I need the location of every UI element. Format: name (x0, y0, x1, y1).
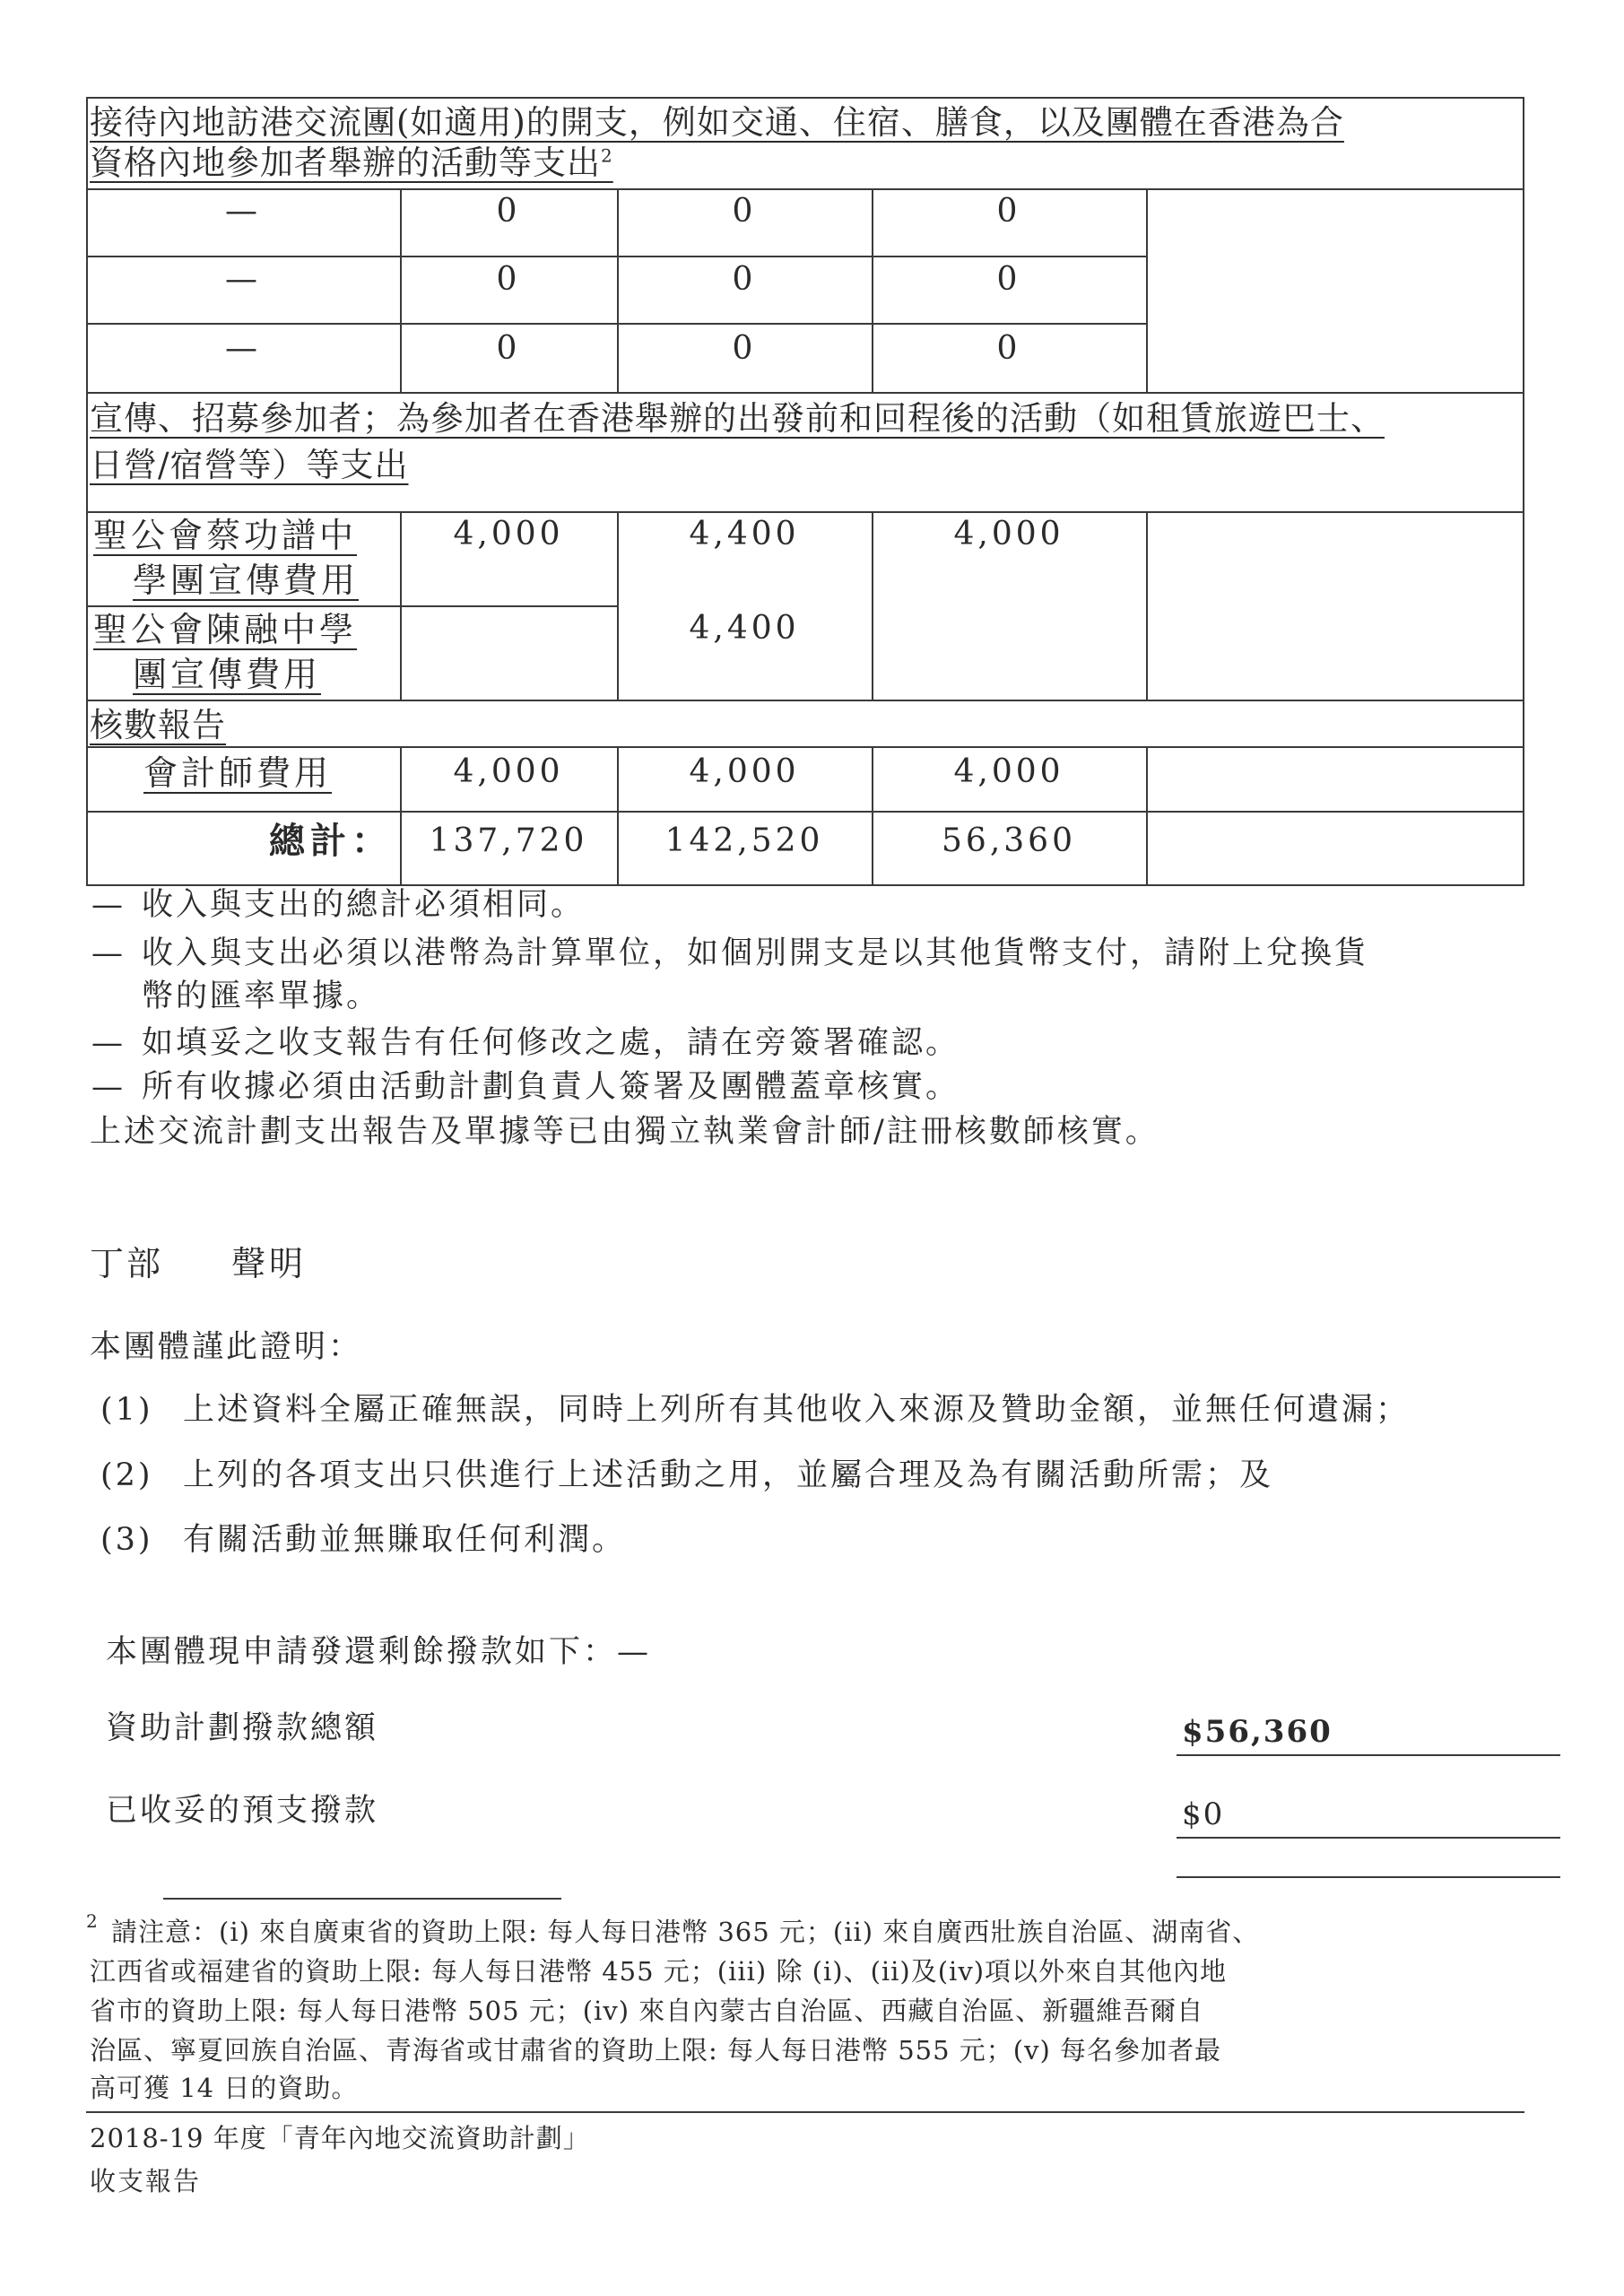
note-text: 如填妥之收支報告有任何修改之處，請在旁簽署確認。 (142, 1025, 960, 1061)
total-value: 56,360 (942, 822, 1076, 859)
total-value: 142,520 (664, 822, 824, 859)
item-label: 聖公會蔡功譜中 (93, 516, 358, 555)
item-label: 會計師費用 (143, 753, 333, 793)
value-cell: 0 (996, 193, 1021, 230)
grant-value: $56,360 (1182, 1714, 1333, 1750)
balance-underline (1177, 1876, 1560, 1878)
note-dash: — (91, 1025, 126, 1061)
value-cell: 0 (732, 330, 757, 367)
footnote-line: 請注意：(i) 來自廣東省的資助上限: 每人每日港幣 365 元；(ii) 來自廣西壯族自治區、湖南省、 (111, 1917, 1260, 1947)
advance-underline (1177, 1837, 1560, 1839)
note-dash: — (91, 1069, 126, 1105)
footer-subtitle: 收支報告 (90, 2166, 202, 2196)
value-cell: 0 (496, 261, 521, 298)
note-dash: — (91, 887, 126, 923)
item-cell: — (225, 330, 261, 367)
footnote-line: 省市的資助上限: 每人每日港幣 505 元；(iv) 來自內蒙古自治區、西藏自治區、新疆維吾爾自 (90, 1996, 1204, 2026)
footer-title: 2018-19 年度「青年內地交流資助計劃」 (90, 2123, 590, 2153)
value-cell: 0 (996, 261, 1021, 298)
section-heading-reception-cont: 資格內地參加者舉辦的活動等支出$^2$ (90, 144, 613, 182)
note-text: 所有收據必須由活動計劃負責人簽署及團體蓋章核實。 (142, 1069, 960, 1105)
declaration-number: (1) (100, 1392, 153, 1428)
note-dash: — (91, 935, 126, 971)
part-label: 丁部 (90, 1244, 164, 1283)
item-label: 學團宣傳費用 (133, 561, 360, 600)
value-cell: 4,000 (689, 753, 800, 790)
note-text: 收入與支出必須以港幣為計算單位，如個別開支是以其他貨幣支付，請附上兌換貨 (142, 935, 1369, 971)
declaration-number: (2) (100, 1457, 153, 1493)
value-cell: 4,000 (953, 516, 1064, 552)
refund-intro: 本團體現申請發還剩餘撥款如下：— (106, 1634, 652, 1670)
item-cell: — (225, 261, 261, 298)
item-label: 聖公會陳融中學 (93, 610, 358, 649)
item-label: 團宣傳費用 (133, 655, 322, 694)
declaration-text: 上列的各項支出只供進行上述活動之用，並屬合理及為有關活動所需；及 (183, 1457, 1274, 1493)
section-heading-promotion-cont: 日營/宿營等）等支出 (90, 446, 409, 484)
grant-label: 資助計劃撥款總額 (106, 1710, 379, 1746)
advance-value: $0 (1182, 1796, 1225, 1832)
section-heading-audit: 核數報告 (90, 706, 226, 744)
value-cell: 0 (996, 330, 1021, 367)
footnote-line: 江西省或福建省的資助上限: 每人每日港幣 455 元；(iii) 除 (i)、(ii)及(iv)項以外來自其他內地 (90, 1956, 1228, 1987)
advance-label: 已收妥的預支撥款 (106, 1793, 379, 1829)
value-cell: 4,000 (453, 516, 564, 552)
value-cell: 0 (496, 193, 521, 230)
audit-statement: 上述交流計劃支出報告及單據等已由獨立執業會計師/註冊核數師核實。 (90, 1114, 1159, 1150)
total-value: 137,720 (429, 822, 588, 859)
section-heading-promotion: 宣傳、招募參加者；為參加者在香港舉辦的出發前和回程後的活動（如租賃旅遊巴士、 (90, 399, 1385, 438)
item-cell: — (225, 193, 261, 230)
value-cell: 4,400 (689, 516, 800, 552)
footer-rule (86, 2111, 1524, 2113)
note-text: 收入與支出的總計必須相同。 (142, 887, 586, 923)
section-heading-reception: 接待內地訪港交流團(如適用)的開支，例如交通、住宿、膳食，以及團體在香港為合 (90, 103, 1344, 142)
declaration-number: (3) (100, 1522, 153, 1558)
footnote-ref: 2 (601, 144, 613, 167)
footnote-line: 治區、寧夏回族自治區、青海省或甘肅省的資助上限: 每人每日港幣 555 元；(v) 每名參加者最 (90, 2035, 1222, 2066)
declaration-text: 上述資料全屬正確無誤，同時上列所有其他收入來源及贊助金額，並無任何遺漏； (183, 1392, 1411, 1428)
part-title: 聲明 (231, 1244, 308, 1283)
note-text: 幣的匯率單據。 (142, 978, 381, 1014)
grant-underline (1177, 1754, 1560, 1756)
declaration-text: 有關活動並無賺取任何利潤。 (183, 1522, 627, 1558)
value-cell: 0 (496, 330, 521, 367)
value-cell: 4,400 (689, 610, 800, 647)
declaration-intro: 本團體謹此證明： (90, 1329, 363, 1365)
value-cell: 0 (732, 193, 757, 230)
value-cell: 4,000 (453, 753, 564, 790)
value-cell: 4,000 (953, 753, 1064, 790)
footnote-mark: 2 (86, 1910, 98, 1932)
footnote-divider (163, 1898, 561, 1900)
footnote-line: 高可獲 14 日的資助。 (90, 2073, 359, 2103)
total-label: 總計： (269, 820, 393, 862)
value-cell: 0 (732, 261, 757, 298)
